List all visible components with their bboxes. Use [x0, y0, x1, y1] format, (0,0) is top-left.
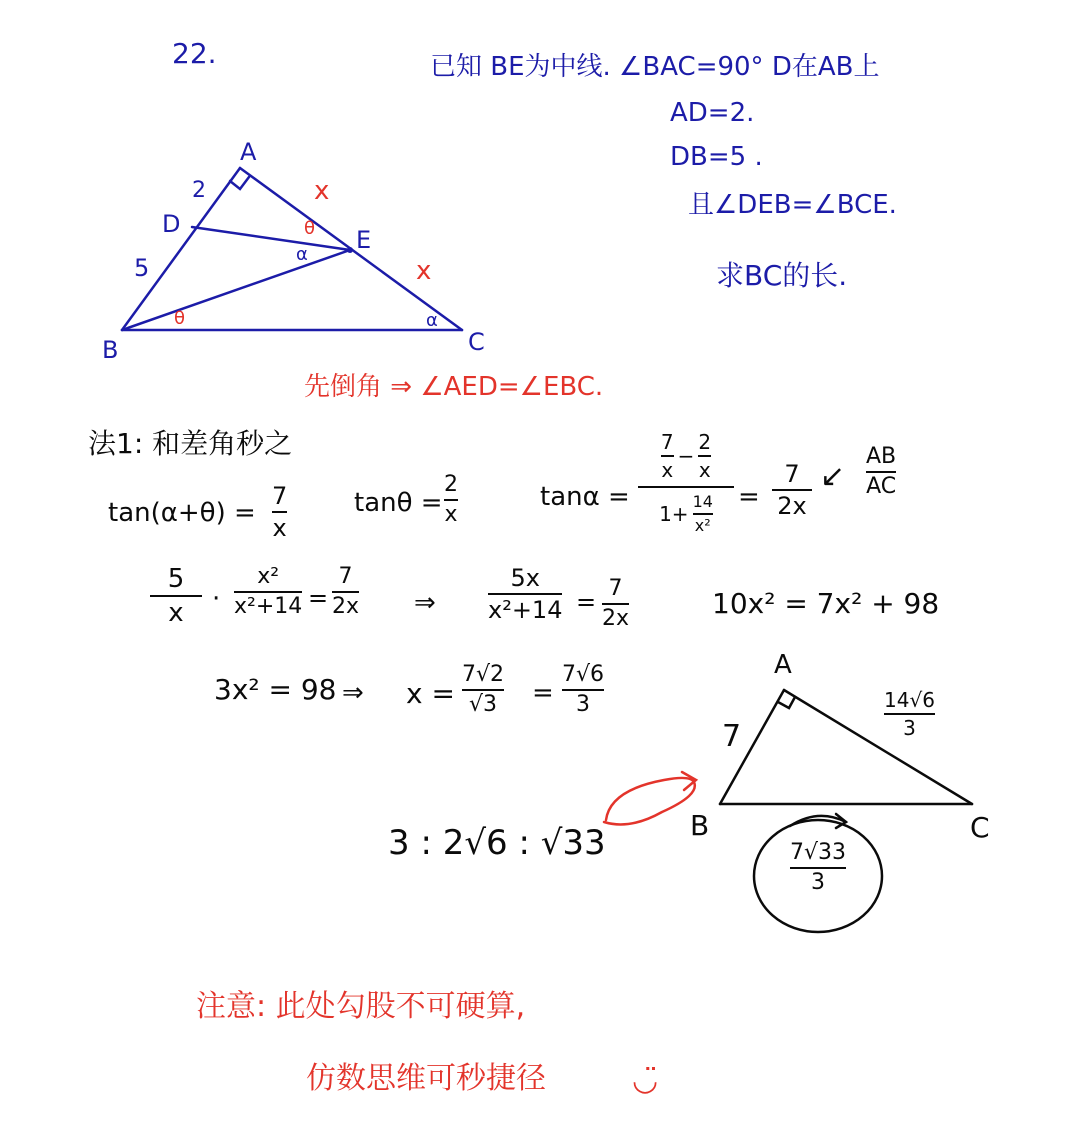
given-line-3: DB=5 .	[670, 142, 763, 172]
length-ae: x	[314, 176, 330, 206]
row2-equation: 10x² = 7x² + 98	[712, 587, 940, 620]
angle-theta-e: θ	[304, 218, 316, 239]
question: 求BC的长.	[716, 259, 848, 292]
equals-sign-1: =	[738, 482, 760, 512]
implies-arrow-1: ⇒	[414, 588, 436, 618]
equals-sign-2: =	[308, 584, 329, 612]
length-ac-2	[884, 690, 935, 738]
length-db: 5	[134, 254, 150, 282]
x-equals: x =	[406, 677, 455, 710]
denominator: 2x	[602, 606, 630, 631]
denominator: x²	[694, 516, 711, 535]
numerator: 14	[692, 492, 713, 511]
angle-theta-b: θ	[174, 308, 186, 329]
numerator: 14√6	[884, 688, 935, 712]
numerator: x²	[257, 564, 280, 589]
denominator: 3	[576, 692, 590, 717]
footnote-line-1: 注意: 此处勾股不可硬算,	[196, 989, 526, 1024]
numerator: 7	[608, 576, 623, 601]
numerator: 7	[338, 564, 353, 589]
tan-theta-label: tanθ =	[354, 488, 443, 518]
denominator: x²+14	[488, 596, 563, 624]
label-e: E	[356, 226, 372, 254]
numerator: 7	[660, 430, 674, 454]
numerator: 5x	[510, 564, 540, 592]
problem-number: 22.	[172, 37, 217, 70]
denominator: √3	[469, 692, 498, 717]
angle-alpha-c: α	[426, 310, 438, 331]
ratio-link-arrow	[604, 778, 695, 825]
denominator: 2x	[332, 594, 360, 619]
denominator: x	[661, 458, 674, 482]
minus-sign: −	[677, 444, 695, 468]
tan-alpha-label: tanα =	[540, 482, 630, 512]
denominator: x	[444, 502, 458, 527]
method-title: 法1: 和差角秒之	[88, 427, 293, 460]
given-line-2: AD=2.	[670, 98, 755, 128]
denominator: 3	[903, 716, 916, 740]
denominator: x	[698, 458, 711, 482]
label-a-2: A	[774, 650, 792, 680]
dot-product: ·	[212, 584, 221, 614]
label-a: A	[240, 138, 257, 166]
equals-sign-3: =	[576, 588, 597, 616]
length-ec: x	[416, 256, 432, 286]
label-b: B	[102, 336, 119, 364]
denominator: AC	[866, 474, 897, 499]
implies-arrow-2: ⇒	[342, 678, 364, 708]
footnote-line-2: 仿数思维可秒捷径	[306, 1061, 546, 1096]
numerator: 7	[272, 482, 288, 510]
pointer-arrow: ↙	[820, 459, 846, 494]
angle-alpha-e: α	[296, 244, 308, 265]
numerator: AB	[866, 444, 897, 469]
numerator: 7√6	[562, 662, 605, 687]
numerator: 2	[698, 430, 712, 454]
angle-chase-note: 先倒角 ⇒ ∠AED=∠EBC.	[304, 372, 604, 402]
label-c-2: C	[970, 811, 990, 844]
length-ad: 2	[192, 178, 206, 203]
numerator: 7√33	[790, 840, 847, 865]
numerator: 7√2	[462, 662, 505, 687]
label-d: D	[162, 210, 181, 238]
denominator: x	[272, 514, 287, 542]
given-line-1: 已知 BE为中线. ∠BAC=90° D在AB上	[430, 52, 880, 82]
length-ab-2: 7	[722, 719, 742, 754]
denominator: 2x	[777, 492, 807, 520]
equals-sign-4: =	[532, 678, 554, 708]
numerator: 5	[167, 564, 185, 594]
length-bc-2	[790, 842, 846, 894]
tan-sum-label: tan(α+θ) =	[108, 498, 256, 528]
denominator: x²+14	[234, 594, 303, 619]
one-plus: 1+	[659, 502, 689, 526]
label-b-2: B	[690, 809, 710, 842]
smile-icon: ◡̈	[632, 1063, 659, 1098]
denominator: x	[168, 598, 184, 628]
numerator: 7	[784, 460, 800, 488]
denominator: 3	[811, 870, 825, 895]
row3-equation: 3x² = 98	[214, 673, 337, 706]
side-ac-2	[784, 690, 972, 804]
label-c: C	[468, 328, 485, 356]
given-line-4: 且∠DEB=∠BCE.	[688, 190, 897, 220]
numerator: 2	[444, 472, 458, 497]
side-ratio: 3 : 2√6 : √33	[388, 823, 606, 863]
